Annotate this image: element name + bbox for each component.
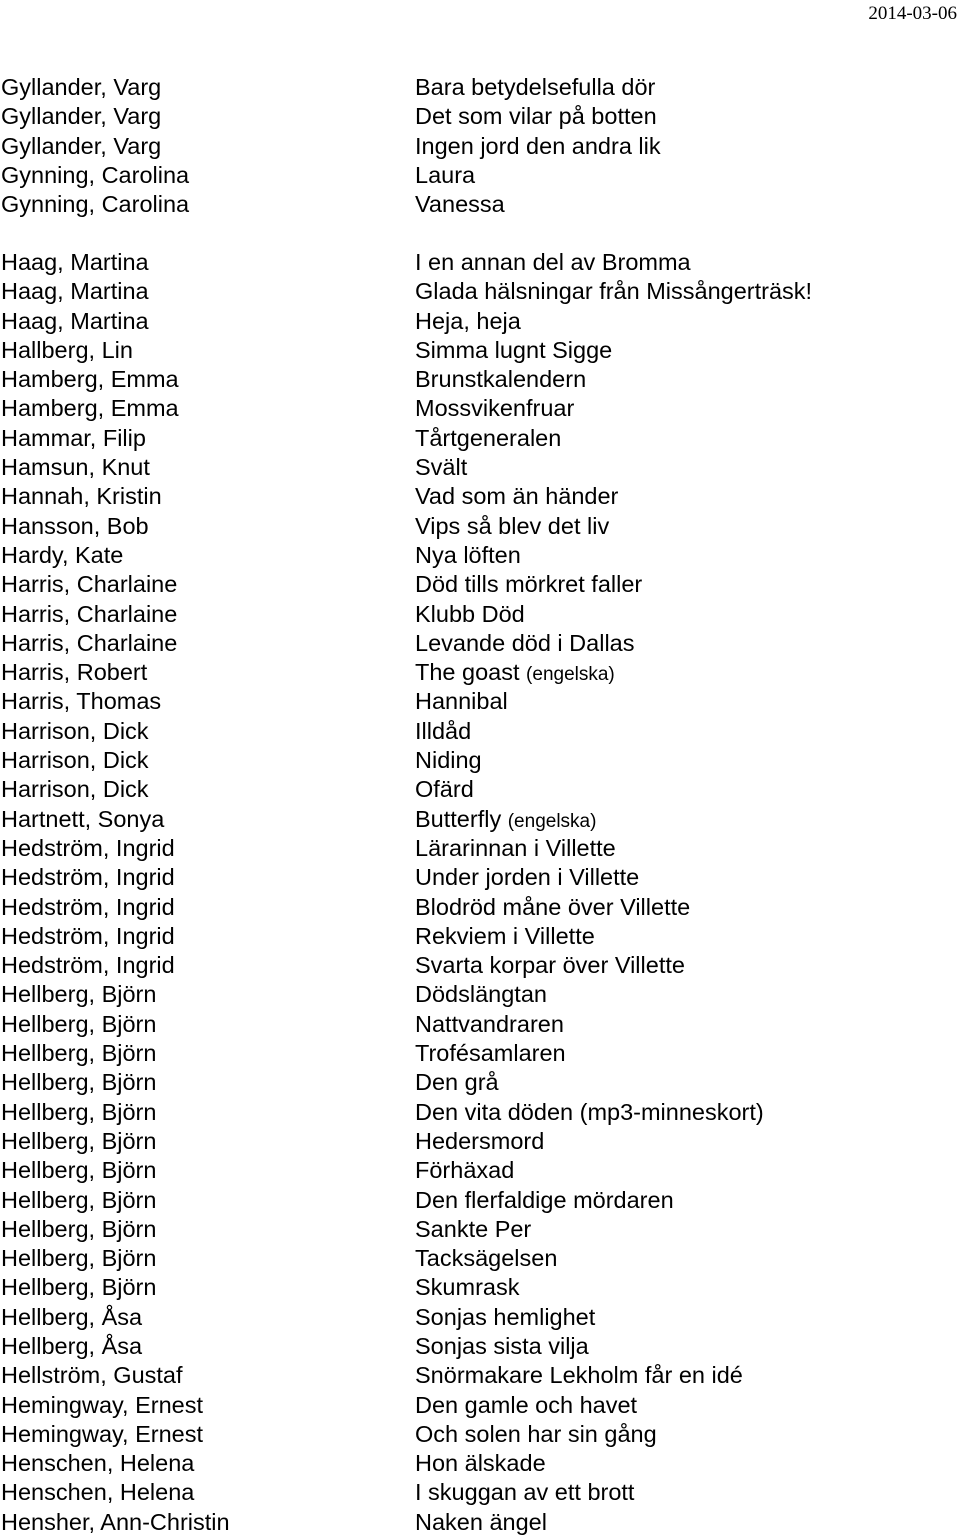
- author-name: Gynning, Carolina: [1, 161, 190, 188]
- author-name: Harris, Charlaine: [1, 600, 178, 627]
- book-title-cell: [415, 1098, 764, 1127]
- book-row: [0, 1303, 960, 1332]
- book-row: [0, 277, 960, 306]
- book-title: Bara betydelsefulla dör: [415, 74, 656, 100]
- book-row: [0, 1068, 960, 1097]
- document-date: 2014-03-06: [868, 3, 957, 24]
- author-name: Haag, Martina: [1, 307, 149, 334]
- book-title: Brunstkalendern: [415, 366, 587, 393]
- book-title: Simma lugnt Sigge: [415, 336, 613, 363]
- book-title-cell: [415, 1127, 544, 1156]
- book-title-cell: [415, 424, 561, 453]
- book-title: Lärarinnan i Villette: [415, 834, 616, 861]
- book-title: Det som vilar på botten: [415, 103, 657, 130]
- book-title: Snörmakare Lekholm får en idé: [415, 1362, 743, 1389]
- book-title: Niding: [415, 747, 482, 774]
- author-name: Hellberg, Björn: [1, 1157, 157, 1184]
- book-title-cell: [415, 687, 508, 716]
- book-title: Blodröd måne över Villette: [415, 893, 691, 920]
- author-name: Harrison, Dick: [1, 747, 149, 774]
- author-name: Gyllander, Varg: [1, 132, 162, 159]
- author-name: Hellberg, Björn: [1, 1127, 157, 1154]
- author-name: Hedström, Ingrid: [1, 952, 175, 979]
- book-title: Hannibal: [415, 688, 508, 715]
- book-title: Klubb Död: [415, 600, 525, 627]
- book-row: [0, 1391, 960, 1420]
- book-title-cell: [415, 1361, 743, 1390]
- book-row: [0, 512, 960, 541]
- book-list-group-h: [0, 248, 960, 1537]
- book-title: Förhäxad: [415, 1157, 515, 1184]
- author-name: Hamberg, Emma: [1, 366, 179, 393]
- author-name: Gyllander, Varg: [1, 74, 162, 100]
- book-title-cell: [415, 1039, 566, 1068]
- book-row: [0, 1156, 960, 1185]
- book-row: [0, 951, 960, 980]
- book-title-cell: [415, 1215, 531, 1244]
- book-row: [0, 1098, 960, 1127]
- book-title-cell: [415, 482, 618, 511]
- author-name: Hellberg, Björn: [1, 1098, 157, 1125]
- book-row: [0, 1478, 960, 1507]
- book-row: [0, 394, 960, 423]
- book-title: I en annan del av Bromma: [415, 249, 691, 275]
- book-title: Tacksägelsen: [415, 1245, 558, 1272]
- book-title-cell: [415, 248, 691, 277]
- book-row: [0, 161, 960, 190]
- book-row: [0, 365, 960, 394]
- author-name: Hedström, Ingrid: [1, 922, 175, 949]
- author-name: Hannah, Kristin: [1, 483, 162, 510]
- book-title-cell: [415, 951, 685, 980]
- book-row: [0, 687, 960, 716]
- book-row: [0, 102, 960, 131]
- author-name: Hensher, Ann-Christin: [1, 1508, 230, 1535]
- author-name: Hamberg, Emma: [1, 395, 179, 422]
- book-title-cell: [415, 1303, 595, 1332]
- book-title-cell: [415, 1156, 514, 1185]
- author-name: Hemingway, Ernest: [1, 1391, 203, 1418]
- author-name: Hammar, Filip: [1, 424, 146, 451]
- author-name: Haag, Martina: [1, 278, 149, 305]
- book-title-cell: [415, 746, 482, 775]
- author-name: Harris, Charlaine: [1, 629, 178, 656]
- book-list-group-g: [0, 73, 960, 219]
- book-row: [0, 980, 960, 1009]
- book-title-cell: [415, 1478, 634, 1507]
- book-title-cell: [415, 1391, 637, 1420]
- book-row: [0, 629, 960, 658]
- author-name: Hallberg, Lin: [1, 336, 133, 363]
- book-title-cell: [415, 102, 657, 131]
- book-row: [0, 834, 960, 863]
- language-note: (engelska): [526, 664, 615, 686]
- author-name: Harris, Charlaine: [1, 571, 178, 598]
- book-row: [0, 453, 960, 482]
- book-row: [0, 190, 960, 219]
- author-name: Hellström, Gustaf: [1, 1362, 183, 1389]
- book-title: Levande död i Dallas: [415, 629, 635, 656]
- author-name: Hedström, Ingrid: [1, 893, 175, 920]
- book-title: Trofésamlaren: [415, 1040, 566, 1067]
- book-title-cell: [415, 277, 812, 306]
- book-row: [0, 1039, 960, 1068]
- book-title-cell: [415, 132, 661, 161]
- book-title-cell: [415, 1332, 589, 1361]
- book-title: Laura: [415, 161, 476, 188]
- book-row: [0, 893, 960, 922]
- book-row: [0, 248, 960, 277]
- book-row: [0, 1244, 960, 1273]
- book-title-cell: [415, 1068, 499, 1097]
- author-name: Gynning, Carolina: [1, 191, 190, 218]
- author-name: Hellberg, Björn: [1, 1069, 157, 1096]
- book-title-cell: [415, 1420, 657, 1449]
- author-name: Henschen, Helena: [1, 1450, 195, 1477]
- author-name: Hamsun, Knut: [1, 454, 150, 481]
- book-row: [0, 805, 960, 834]
- book-title-cell: [415, 980, 547, 1009]
- book-title-cell: [415, 834, 616, 863]
- author-name: Hellberg, Björn: [1, 1245, 157, 1272]
- author-name: Hellberg, Björn: [1, 1040, 157, 1067]
- author-name: Henschen, Helena: [1, 1479, 195, 1506]
- book-title: Nya löften: [415, 541, 521, 568]
- book-row: [0, 600, 960, 629]
- book-row: [0, 746, 960, 775]
- book-row: [0, 132, 960, 161]
- book-title: Under jorden i Villette: [415, 864, 640, 891]
- author-name: Hardy, Kate: [1, 541, 124, 568]
- author-name: Hedström, Ingrid: [1, 834, 175, 861]
- book-row: [0, 775, 960, 804]
- book-title-cell: [415, 717, 471, 746]
- book-row: [0, 307, 960, 336]
- book-title: Heja, heja: [415, 307, 521, 334]
- book-row: [0, 863, 960, 892]
- author-name: Hellberg, Åsa: [1, 1332, 143, 1359]
- book-title: Glada hälsningar från Missångerträsk!: [415, 278, 813, 305]
- author-name: Hellberg, Åsa: [1, 1303, 143, 1330]
- book-title-cell: [415, 336, 612, 365]
- book-title-cell: [415, 512, 609, 541]
- book-title: Död tills mörkret faller: [415, 571, 643, 598]
- book-row: [0, 1420, 960, 1449]
- book-row: [0, 1273, 960, 1302]
- book-title: Butterfly: [415, 805, 502, 832]
- author-name: Hedström, Ingrid: [1, 864, 175, 891]
- book-title-cell: [415, 1508, 547, 1537]
- author-name: Hellberg, Björn: [1, 1186, 157, 1213]
- author-name: Hansson, Bob: [1, 512, 149, 539]
- author-name: Hellberg, Björn: [1, 1274, 157, 1301]
- book-title-cell: [415, 805, 596, 836]
- book-title-cell: [415, 1010, 564, 1039]
- book-title-cell: [415, 394, 574, 423]
- book-title: Illdåd: [415, 717, 472, 744]
- author-name: Hemingway, Ernest: [1, 1420, 203, 1447]
- book-title: Den flerfaldige mördaren: [415, 1186, 674, 1213]
- book-title: Rekviem i Villette: [415, 922, 595, 949]
- book-row: [0, 1010, 960, 1039]
- book-title-cell: [415, 1273, 519, 1302]
- book-title-cell: [415, 1449, 546, 1478]
- book-title: Den vita döden (mp3-minneskort): [415, 1098, 764, 1125]
- book-row: [0, 570, 960, 599]
- book-title-cell: [415, 570, 642, 599]
- book-title-cell: [415, 1186, 674, 1215]
- book-title-cell: [415, 190, 505, 219]
- book-row: [0, 73, 960, 102]
- book-title-cell: [415, 1244, 557, 1273]
- book-title-cell: [415, 893, 690, 922]
- book-row: [0, 1186, 960, 1215]
- book-row: [0, 1127, 960, 1156]
- book-row: [0, 922, 960, 951]
- book-row: [0, 482, 960, 511]
- author-name: Gyllander, Varg: [1, 103, 162, 130]
- author-name: Harrison, Dick: [1, 776, 149, 803]
- book-title: Svarta korpar över Villette: [415, 952, 685, 979]
- language-note: (engelska): [507, 810, 597, 832]
- book-title: Och solen har sin gång: [415, 1420, 657, 1447]
- author-name: Harris, Robert: [1, 659, 148, 686]
- book-title: Nattvandraren: [415, 1010, 564, 1037]
- book-title: Ofärd: [415, 776, 474, 803]
- book-title: Svält: [415, 454, 468, 481]
- author-name: Haag, Martina: [1, 249, 149, 275]
- book-title-cell: [415, 307, 521, 336]
- book-title: Vanessa: [415, 191, 505, 218]
- book-row: [0, 336, 960, 365]
- book-row: [0, 541, 960, 570]
- book-title-cell: [415, 629, 635, 658]
- book-title: Den grå: [415, 1069, 499, 1096]
- book-title: Hedersmord: [415, 1127, 545, 1154]
- book-title-cell: [415, 658, 615, 689]
- author-name: Hellberg, Björn: [1, 1215, 157, 1242]
- book-row: [0, 658, 960, 687]
- book-title-cell: [415, 600, 525, 629]
- book-title: Mossvikenfruar: [415, 395, 575, 422]
- book-title-cell: [415, 922, 595, 951]
- book-title: Vips så blev det liv: [415, 512, 610, 539]
- book-row: [0, 1508, 960, 1537]
- book-title: Naken ängel: [415, 1508, 547, 1535]
- book-title-cell: [415, 863, 639, 892]
- book-row: [0, 1215, 960, 1244]
- author-name: Hellberg, Björn: [1, 1010, 157, 1037]
- book-row: [0, 1361, 960, 1390]
- book-title: Sonjas hemlighet: [415, 1303, 596, 1330]
- book-title-cell: [415, 541, 521, 570]
- book-title-cell: [415, 365, 586, 394]
- book-title-cell: [415, 453, 467, 482]
- book-row: [0, 1332, 960, 1361]
- book-title-cell: [415, 775, 474, 804]
- book-title-cell: [415, 73, 655, 102]
- book-row: [0, 717, 960, 746]
- book-row: [0, 1449, 960, 1478]
- author-name: Hellberg, Björn: [1, 981, 157, 1008]
- book-title: The goast: [415, 659, 520, 686]
- book-title-cell: [415, 161, 475, 190]
- book-title: Tårtgeneralen: [415, 424, 562, 451]
- book-title: Den gamle och havet: [415, 1391, 638, 1418]
- author-name: Hartnett, Sonya: [1, 805, 165, 832]
- book-title: Hon älskade: [415, 1450, 546, 1477]
- book-title: Vad som än händer: [415, 483, 619, 510]
- book-title: Ingen jord den andra lik: [415, 132, 661, 159]
- book-title: Skumrask: [415, 1274, 520, 1301]
- author-name: Harrison, Dick: [1, 717, 149, 744]
- book-row: [0, 424, 960, 453]
- book-title: Sonjas sista vilja: [415, 1332, 589, 1359]
- book-title: I skuggan av ett brott: [415, 1479, 635, 1506]
- author-name: Harris, Thomas: [1, 688, 162, 715]
- book-title: Sankte Per: [415, 1215, 532, 1242]
- book-title: Dödslängtan: [415, 981, 547, 1008]
